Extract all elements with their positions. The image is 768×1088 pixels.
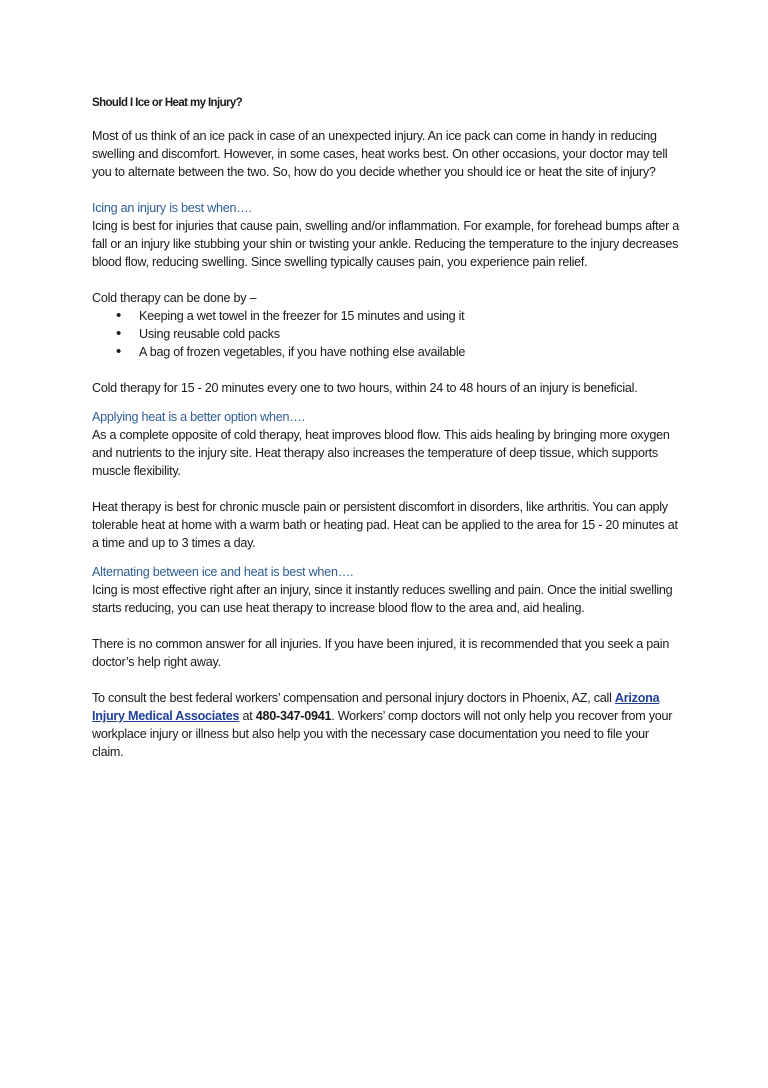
list-item: • A bag of frozen vegetables, if you have nothing else available [92,343,682,361]
cold-therapy-list-intro: Cold therapy can be done by – [92,291,257,305]
closing-text-between: at [239,709,256,723]
closing-text-after: . Workers’ comp doctors will not only help you recover from your workplace injury or illness but also help you with the necessary case documentation you need to file your claim. [92,709,673,759]
phone-number: 480-347-0941 [255,709,332,723]
list-item: • Keeping a wet towel in the freezer for 15 minutes and using it [92,307,682,325]
document-page [92,94,682,761]
heat-section-body: As a complete opposite of cold therapy, heat improves blood flow. This aids healing by bringing more oxygen and nutrients to the injury site. Heat therapy also increases the temperature of deep tissue, which supports muscle flexibility. [92,428,670,478]
intro-paragraph: Most of us think of an ice pack in case of an unexpected injury. An ice pack can come in handy in reducing swelling and discomfort. However, in some cases, heat works best. On other occasions, your doctor may tell you to alternate between the two. So, how do you decide whether you should ice or heat the site of injury? [92,129,668,179]
closing-paragraph [92,689,682,761]
heat-section-heading: Applying heat is a better option when…. [92,410,305,424]
document-title: Should I Ice or Heat my Injury? [92,97,243,109]
ice-section-heading: Icing an injury is best when…. [92,201,252,215]
alternate-section-body-2: There is no common answer for all injuries. If you have been injured, it is recommended that you seek a pain doctor’s help right away. [92,637,670,669]
alternate-section-heading: Alternating between ice and heat is best when…. [92,565,354,579]
list-item: • Using reusable cold packs [92,325,682,343]
heat-section-body-2: Heat therapy is best for chronic muscle pain or persistent discomfort in disorders, like arthritis. You can apply tolerable heat at home with a warm bath or heating pad. Heat can be applied to the area for 15 - 20 minutes at a time and up to 3 times a day. [92,500,678,550]
ice-section-body: Icing is best for injuries that cause pain, swelling and/or inflammation. For example, for forehead bumps after a fall or an injury like stubbing your shin or twisting your ankle. Reducing the temperature to the injury decreases blood flow, reducing swelling. Since swelling typically causes pain, you experience pain relief. [92,219,680,269]
cold-therapy-list [92,307,682,361]
arizona-injury-link[interactable]: Arizona Injury Medical Associates [92,691,660,723]
closing-text-before-link: To consult the best federal workers’ compensation and personal injury doctors in Phoenix, AZ, call [92,691,615,705]
cold-therapy-duration: Cold therapy for 15 - 20 minutes every one to two hours, within 24 to 48 hours of an injury is beneficial. [92,381,638,395]
alternate-section-body: Icing is most effective right after an injury, since it instantly reduces swelling and pain. Once the initial swelling starts reducing, you can use heat therapy to increase blood flow to the area and, aid healing. [92,583,673,615]
